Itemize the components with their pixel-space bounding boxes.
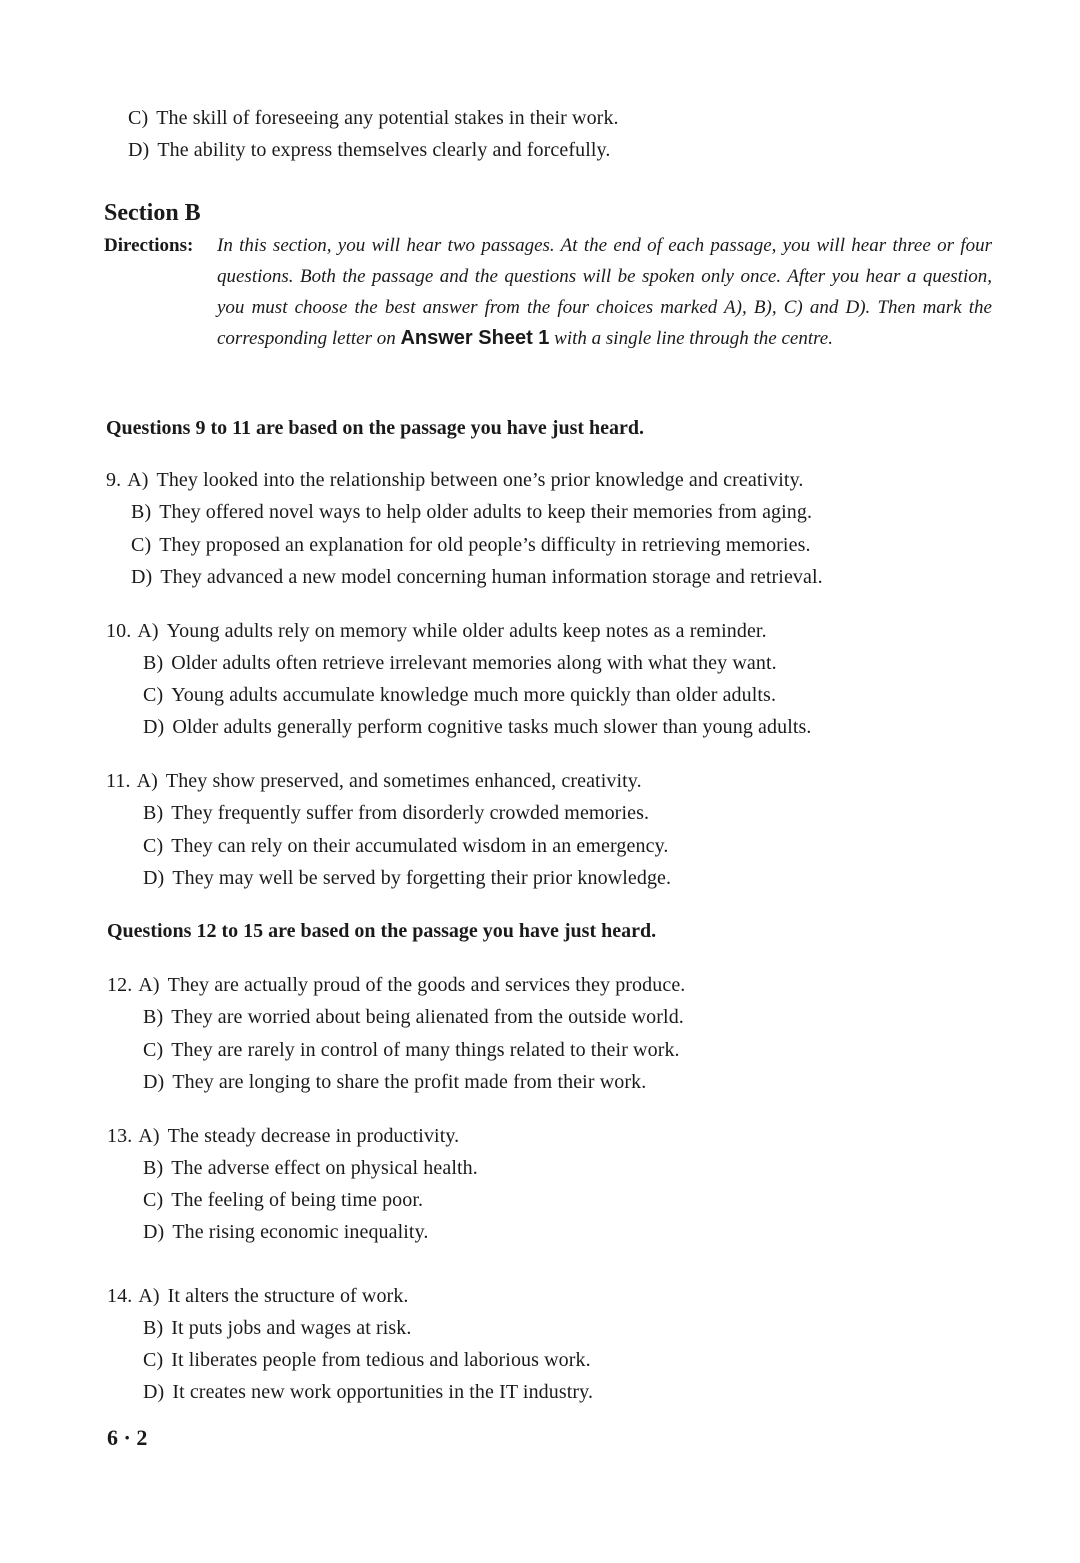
option-text: They advanced a new model concerning human information storage and retrieval. [160, 566, 823, 588]
option-text: They show preserved, and sometimes enhanced, creativity. [165, 770, 642, 792]
question-14-option-b [143, 1316, 412, 1340]
question-number: 9. [106, 469, 122, 491]
option-text: It liberates people from tedious and laborious work. [171, 1349, 591, 1371]
page-number: 6 · 2 [107, 1425, 148, 1450]
option-label: D) [143, 1381, 165, 1403]
question-11-option-c [143, 834, 669, 858]
question-13-option-b [143, 1156, 478, 1180]
question-14-option-d [143, 1380, 593, 1404]
option-label: C) [131, 534, 152, 556]
option-text: It creates new work opportunities in the IT industry. [172, 1381, 594, 1403]
question-12-option-a [107, 973, 685, 997]
question-9-option-b [131, 500, 812, 524]
option-text: They are longing to share the profit made from their work. [172, 1071, 647, 1093]
option-text: The steady decrease in productivity. [167, 1125, 460, 1147]
option-label: B) [143, 652, 164, 674]
question-13-option-c [143, 1188, 423, 1212]
option-label: B) [143, 802, 164, 824]
question-13-option-d [143, 1220, 429, 1244]
option-label: A) [136, 770, 158, 792]
question-13-option-a [107, 1124, 459, 1148]
option-label: D) [143, 867, 165, 889]
question-10-option-b [143, 651, 777, 675]
option-label: C) [128, 107, 149, 129]
option-label: B) [143, 1317, 164, 1339]
section-title: Section B [104, 200, 201, 226]
option-text: Older adults often retrieve irrelevant memories along with what they want. [171, 652, 777, 674]
question-group-heading: Questions 9 to 11 are based on the passage you have just heard. [106, 417, 645, 439]
directions-body: In this section, you will hear two passages. At the end of each passage, you will hear three or four questions. Both the passage and the questions will be spoken only once. After you hear a question, you must choose the best answer from the four choices marked A), B), C) and D). Then mark the corresponding letter on [217, 235, 992, 349]
directions-label: Directions: [104, 235, 194, 256]
option-label: A) [138, 1285, 160, 1307]
option-label: C) [143, 1189, 164, 1211]
question-10-option-c [143, 683, 776, 707]
option-text: It puts jobs and wages at risk. [171, 1317, 412, 1339]
question-number: 13. [107, 1125, 133, 1147]
question-12-option-d [143, 1070, 646, 1094]
option-text: The feeling of being time poor. [171, 1189, 424, 1211]
option-label: A) [138, 974, 160, 996]
question-11-option-b [143, 801, 649, 825]
question-number: 14. [107, 1285, 133, 1307]
option-text: The ability to express themselves clearly and forcefully. [157, 139, 611, 161]
question-12-option-c [143, 1038, 680, 1062]
option-text: Young adults accumulate knowledge much more quickly than older adults. [171, 684, 777, 706]
question-11-option-d [143, 866, 671, 890]
question-9-option-c [131, 533, 811, 557]
option-text: Older adults generally perform cognitive tasks much slower than young adults. [172, 716, 812, 738]
answer-sheet-label: Answer Sheet 1 [400, 327, 550, 349]
option-text: They are actually proud of the goods and services they produce. [167, 974, 686, 996]
option-label: D) [143, 1071, 165, 1093]
question-9-option-d [131, 565, 823, 589]
option-text: They proposed an explanation for old people’s difficulty in retrieving memories. [159, 534, 811, 556]
question-14-option-a [107, 1284, 409, 1308]
question-10-option-a [106, 619, 767, 643]
option-text: They offered novel ways to help older adults to keep their memories from aging. [159, 501, 813, 523]
directions-text [217, 230, 992, 354]
option-text: They can rely on their accumulated wisdom in an emergency. [171, 835, 669, 857]
question-number: 11. [106, 770, 131, 792]
question-number: 10. [106, 620, 132, 642]
option-label: A) [138, 1125, 160, 1147]
option-text: It alters the structure of work. [167, 1285, 409, 1307]
option-label: A) [127, 469, 149, 491]
question-group-heading: Questions 12 to 15 are based on the passage you have just heard. [107, 920, 657, 942]
option-text: They are worried about being alienated from the outside world. [171, 1006, 684, 1028]
option-8-c [128, 106, 619, 130]
question-12-option-b [143, 1005, 684, 1029]
option-label: D) [143, 716, 165, 738]
directions-tail: with a single line through the centre. [554, 328, 833, 349]
option-text: The rising economic inequality. [172, 1221, 429, 1243]
option-text: They looked into the relationship between one’s prior knowledge and creativity. [156, 469, 804, 491]
option-text: The skill of foreseeing any potential stakes in their work. [156, 107, 619, 129]
option-label: A) [137, 620, 159, 642]
option-label: D) [128, 139, 150, 161]
option-label: B) [143, 1157, 164, 1179]
question-number: 12. [107, 974, 133, 996]
option-label: B) [143, 1006, 164, 1028]
option-label: D) [131, 566, 153, 588]
option-label: B) [131, 501, 152, 523]
question-9-option-a [106, 468, 804, 492]
option-label: C) [143, 835, 164, 857]
option-text: They frequently suffer from disorderly crowded memories. [171, 802, 650, 824]
question-11-option-a [106, 769, 642, 793]
option-text: Young adults rely on memory while older adults keep notes as a reminder. [166, 620, 767, 642]
option-label: C) [143, 1039, 164, 1061]
question-14-option-c [143, 1348, 591, 1372]
option-text: They are rarely in control of many things related to their work. [171, 1039, 680, 1061]
question-10-option-d [143, 715, 812, 739]
option-8-d [128, 138, 610, 162]
option-text: They may well be served by forgetting their prior knowledge. [172, 867, 672, 889]
option-label: C) [143, 1349, 164, 1371]
option-text: The adverse effect on physical health. [171, 1157, 478, 1179]
option-label: C) [143, 684, 164, 706]
option-label: D) [143, 1221, 165, 1243]
